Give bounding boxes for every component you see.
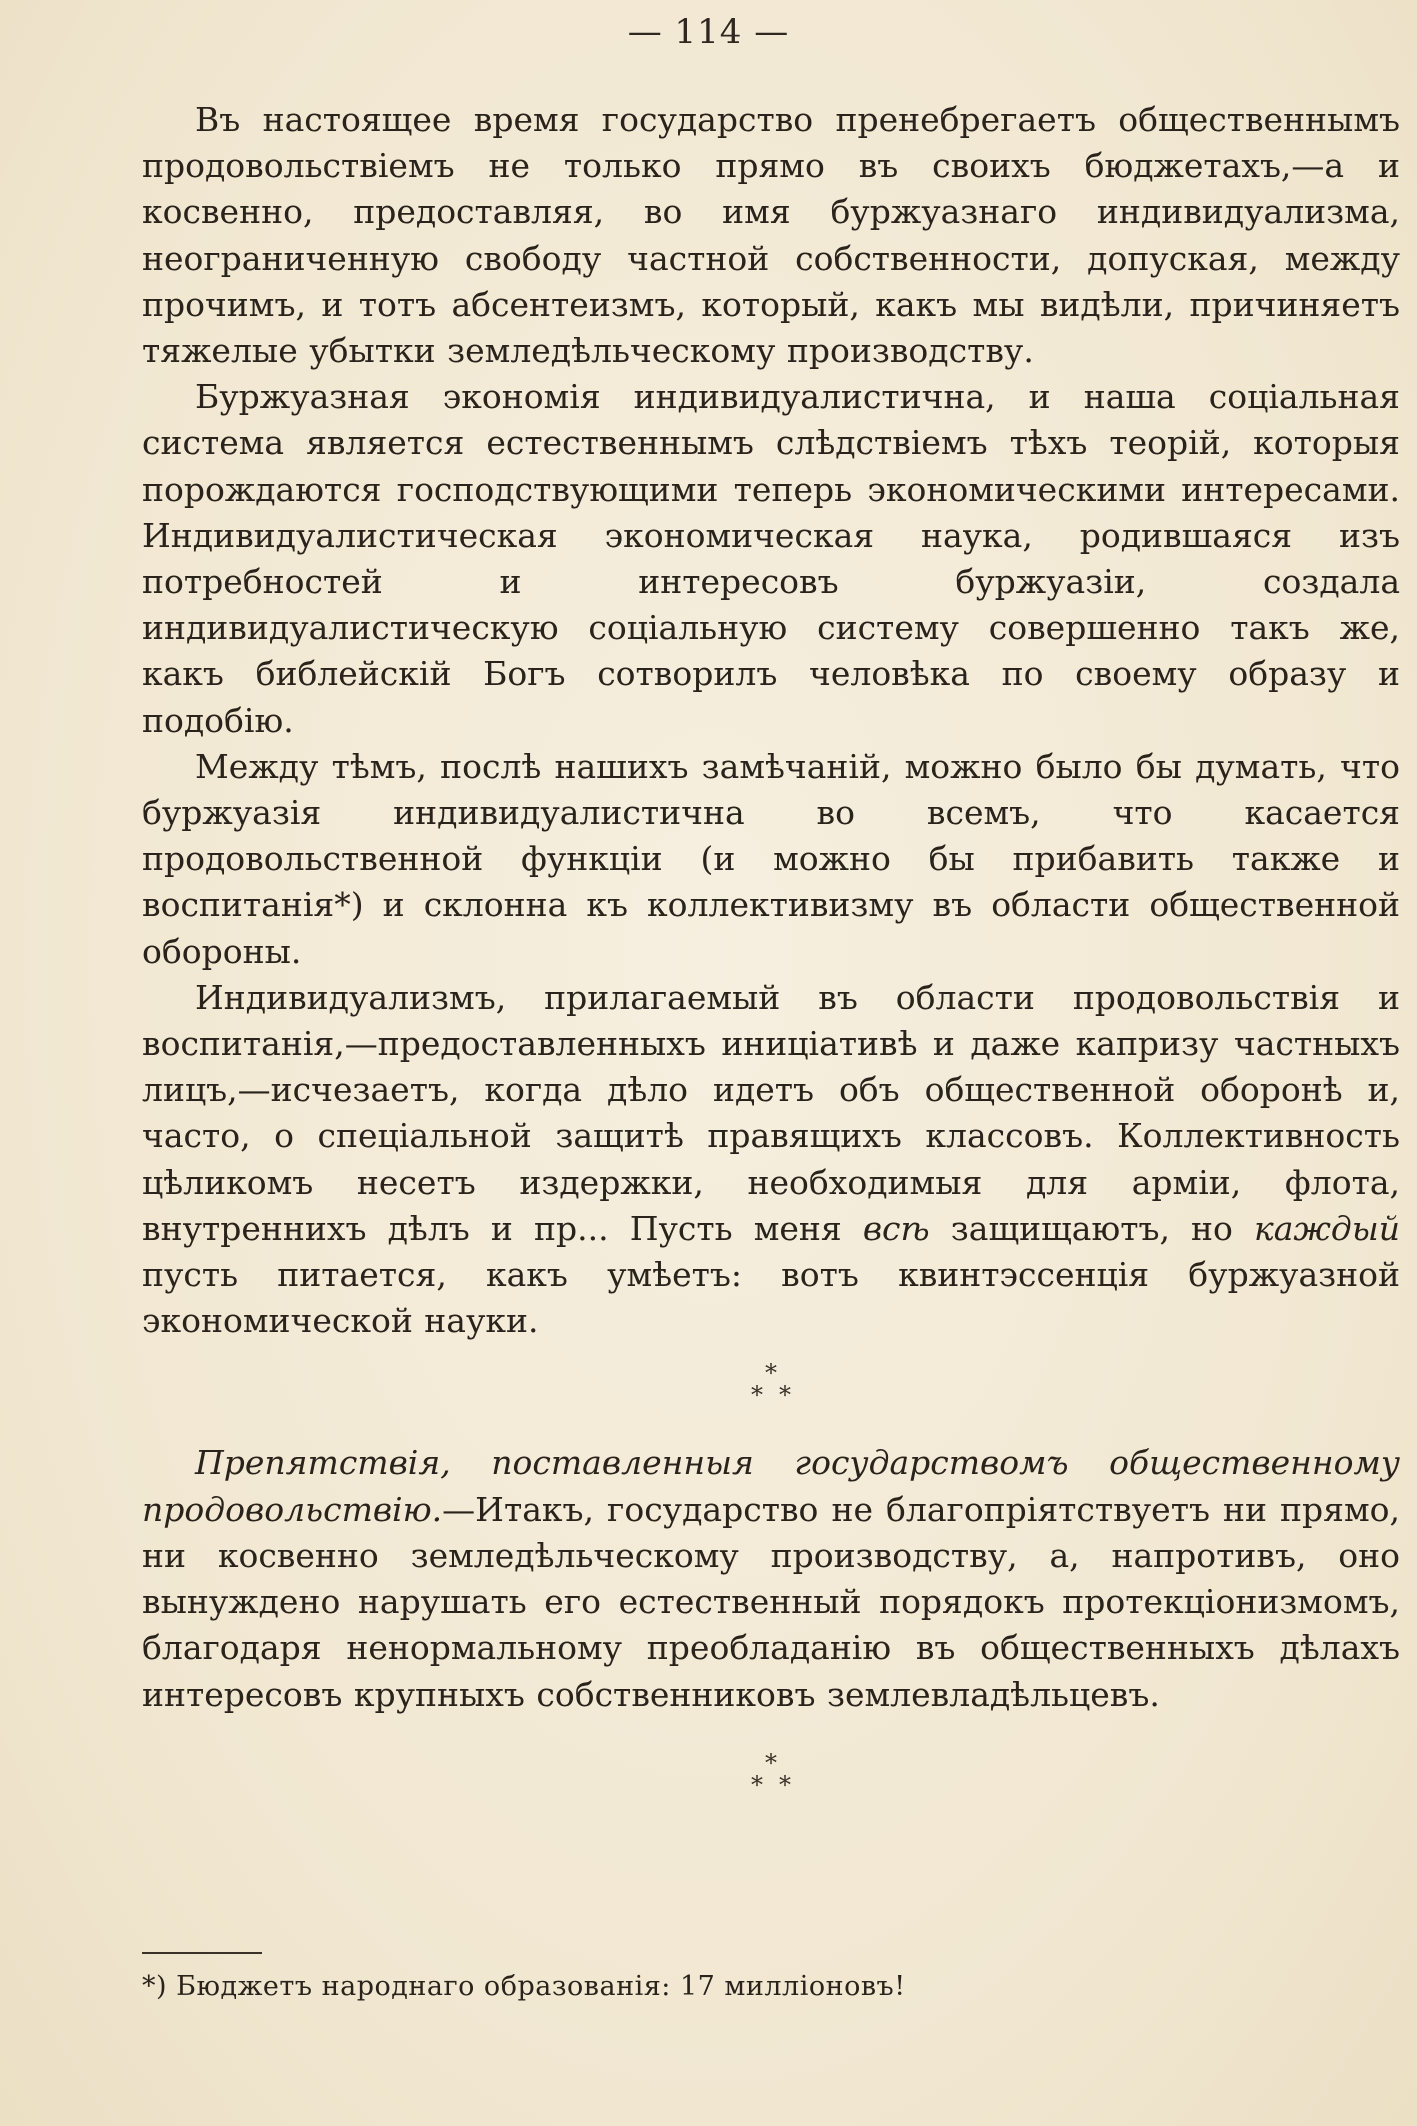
- asterism-star-left: *: [751, 1381, 763, 1410]
- closing-asterism-stars-bottom: [142, 1770, 1400, 1799]
- paragraph-4: [142, 975, 1400, 1345]
- paragraph-4-part-3: пусть питается, какъ умѣетъ: вотъ квинтэссенція буржуазной экономической науки.: [142, 1255, 1400, 1341]
- asterism-star-right: *: [779, 1381, 791, 1410]
- paragraph-1: Въ настоящее время государство пренебрегаетъ общественнымъ продовольствіемъ не только прямо въ своихъ бюджетахъ,—а и косвенно, предоставляя, во имя буржуазнаго индивидуализма, неограниченную свободу частной собственности, допуская, между прочимъ, и тотъ абсентеизмъ, который, какъ мы видѣли, причиняетъ тяжелые убытки земледѣльческому производству.: [142, 100, 1400, 371]
- paragraph-4-part-1: Индивидуализмъ, прилагаемый въ области продовольствія и воспитанія,—предоставленныхъ иниціативѣ и даже капризу частныхъ лицъ,—исчезаетъ, когда дѣло идетъ объ общественной оборонѣ и, часто, о спеціальной защитѣ правящихъ классовъ. Коллективность цѣликомъ несетъ издержки, необходимыя для арміи, флота, внутреннихъ дѣлъ и пр... Пусть меня: [142, 977, 1400, 1248]
- asterism-stars-bottom: [142, 1381, 1400, 1410]
- footnote-divider: [142, 1952, 262, 1954]
- paragraph-5: [142, 1440, 1400, 1717]
- closing-asterism-star-right: *: [779, 1770, 791, 1799]
- section-asterism: [142, 1359, 1400, 1410]
- section-heading: Препятствія, поставленныя государствомъ общественному продовольствію.: [142, 1443, 1400, 1529]
- paragraph-4-italic-vse: всѣ: [862, 1208, 930, 1248]
- closing-asterism: [142, 1748, 1400, 1799]
- paragraph-4-part-2: защищаютъ, но: [929, 1208, 1255, 1248]
- page-number: — 114 —: [627, 12, 790, 52]
- paragraph-3: Между тѣмъ, послѣ нашихъ замѣчаній, можно было бы думать, что буржуазія индивидуалистична во всемъ, что касается продовольственной функціи (и можно бы прибавить также и воспитанія*) и склонна къ коллективизму въ области общественной обороны.: [142, 746, 1400, 971]
- paragraph-2: Буржуазная экономія индивидуалистична, и наша соціальная система является естественнымъ слѣдствіемъ тѣхъ теорій, которыя порождаются господствующими теперь экономическими интересами. Индивидуалистическая экономическая наука, родившаяся изъ потребностей и интересовъ буржуазіи, создала индивидуалистическую соціальную систему совершенно такъ же, какъ библейскій Богъ сотворилъ человѣка по своему образу и подобію.: [142, 377, 1400, 740]
- body-text: [142, 97, 1400, 1799]
- footnote: *) Бюджетъ народнаго образованія: 17 милліоновъ!: [142, 1971, 906, 2002]
- closing-asterism-star-top: *: [765, 1748, 777, 1777]
- closing-asterism-star-left: *: [751, 1770, 763, 1799]
- section-text: —Итакъ, государство не благопріятствуетъ ни прямо, ни косвенно земледѣльческому производству, а, напротивъ, оно вынуждено нарушать его естественный порядокъ протекціонизмомъ, благодаря ненормальному преобладанію въ общественныхъ дѣлахъ интересовъ крупныхъ собственниковъ землевладѣльцевъ.: [142, 1489, 1400, 1714]
- paragraph-4-italic-kazhdy: каждый: [1254, 1208, 1400, 1248]
- asterism-star-top: *: [765, 1359, 777, 1388]
